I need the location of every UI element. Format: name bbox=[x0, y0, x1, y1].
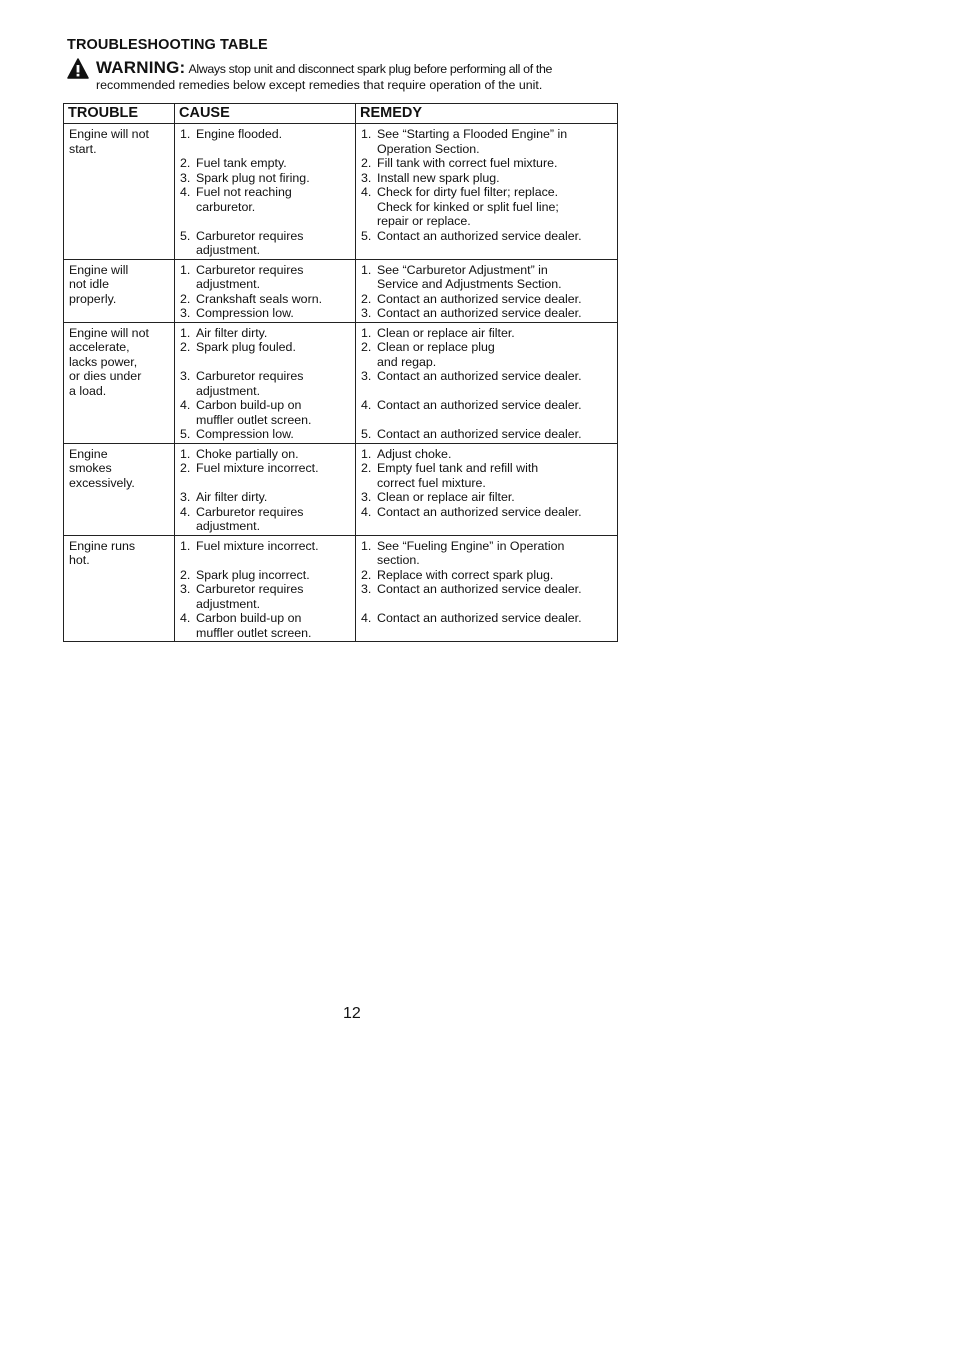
cause-number: 1. bbox=[180, 446, 191, 461]
cause-item bbox=[180, 185, 351, 214]
trouble-text: hot. bbox=[69, 553, 90, 567]
cause-item bbox=[180, 490, 351, 505]
cause-line: Carburetor requires bbox=[196, 262, 304, 277]
remedy-item bbox=[361, 156, 613, 171]
cause-line: Compression low. bbox=[196, 306, 294, 320]
cause-item bbox=[180, 427, 351, 442]
cause-number: 2. bbox=[180, 291, 191, 306]
cause-cell bbox=[175, 124, 356, 260]
remedy-text bbox=[377, 447, 451, 462]
table-row bbox=[64, 443, 618, 535]
table-header-row bbox=[64, 104, 618, 124]
remedy-number: 1. bbox=[361, 446, 372, 461]
trouble-cell bbox=[64, 535, 175, 642]
cause-item bbox=[180, 229, 351, 258]
remedy-item bbox=[361, 447, 613, 462]
remedy-number: 1. bbox=[361, 325, 372, 340]
warning-triangle-icon bbox=[67, 58, 89, 80]
cause-text bbox=[196, 461, 319, 476]
cause-item bbox=[180, 171, 351, 186]
cause-line: Fuel mixture incorrect. bbox=[196, 538, 319, 553]
cause-text bbox=[196, 127, 282, 142]
cause-line: adjustment. bbox=[196, 277, 261, 291]
remedy-number bbox=[361, 597, 377, 612]
trouble-text: properly. bbox=[69, 291, 117, 306]
table-row bbox=[64, 535, 618, 642]
cause-item bbox=[180, 398, 351, 427]
remedy-item bbox=[361, 568, 613, 583]
remedy-number: 1. bbox=[361, 127, 372, 141]
cause-text bbox=[196, 326, 267, 341]
remedy-text bbox=[377, 171, 500, 186]
remedy-number: 2. bbox=[361, 340, 372, 354]
warning-text-line2: recommended remedies below except remedies that require operation of the unit. bbox=[96, 78, 543, 92]
remedy-text bbox=[377, 490, 515, 505]
cause-item bbox=[180, 127, 351, 142]
trouble-text: smokes bbox=[69, 461, 112, 475]
cause-item bbox=[180, 582, 351, 611]
trouble-text: or dies under bbox=[69, 369, 142, 383]
cause-line: Engine flooded. bbox=[196, 127, 283, 141]
warning-body-1: Always stop unit and disconnect spark plug before performing all of the bbox=[188, 62, 553, 76]
cause-cell bbox=[175, 535, 356, 642]
cause-line: Carburetor requires bbox=[196, 228, 304, 243]
remedy-line: Clean or replace air filter. bbox=[377, 490, 515, 504]
remedy-number: 1. bbox=[361, 262, 372, 277]
remedy-line: section. bbox=[377, 553, 420, 567]
cause-item bbox=[180, 568, 351, 583]
remedy-line: Contact an authorized service dealer. bbox=[377, 398, 582, 412]
remedy-text bbox=[377, 292, 582, 307]
remedy-text bbox=[377, 539, 564, 568]
trouble-text: Engine bbox=[69, 446, 108, 461]
cause-cell bbox=[175, 259, 356, 322]
remedy-line: Fill tank with correct fuel mixture. bbox=[377, 156, 558, 170]
remedy-number: 4. bbox=[361, 504, 372, 519]
cause-number: 2. bbox=[180, 156, 191, 170]
remedy-line: Check for kinked or split fuel line; bbox=[377, 199, 559, 214]
cause-number: 2. bbox=[180, 340, 191, 354]
remedy-text bbox=[377, 398, 582, 413]
cause-line: Crankshaft seals worn. bbox=[196, 291, 323, 306]
cause-number: 4. bbox=[180, 611, 191, 625]
remedy-item bbox=[361, 340, 613, 369]
cause-line: Carburetor requires bbox=[196, 369, 304, 383]
cause-line: muffler outlet screen. bbox=[196, 412, 312, 427]
cause-item bbox=[180, 369, 351, 398]
cause-number: 1. bbox=[180, 325, 191, 340]
trouble-text: Engine will bbox=[69, 262, 129, 277]
remedy-line: and regap. bbox=[377, 354, 437, 369]
trouble-text: excessively. bbox=[69, 475, 135, 490]
cause-line: Fuel tank empty. bbox=[196, 156, 287, 170]
cause-line: Spark plug fouled. bbox=[196, 340, 296, 354]
trouble-cell bbox=[64, 124, 175, 260]
remedy-cell bbox=[356, 535, 618, 642]
cause-line: Spark plug not firing. bbox=[196, 170, 310, 185]
cause-text bbox=[196, 369, 303, 398]
remedy-line: Check for dirty fuel filter; replace. bbox=[377, 185, 559, 199]
remedy-text bbox=[377, 306, 582, 321]
trouble-text: Engine runs bbox=[69, 538, 136, 553]
remedy-item bbox=[361, 490, 613, 505]
cause-line: Carburetor requires bbox=[196, 504, 304, 519]
cause-number: 1. bbox=[180, 538, 191, 553]
remedy-line: Contact an authorized service dealer. bbox=[377, 582, 582, 596]
remedy-text bbox=[377, 185, 559, 229]
remedy-line: See “Starting a Flooded Engine” in bbox=[377, 127, 568, 141]
cause-item bbox=[180, 263, 351, 292]
cause-item bbox=[180, 461, 351, 476]
cause-number: 4. bbox=[180, 398, 191, 412]
trouble-cell bbox=[64, 443, 175, 535]
remedy-item bbox=[361, 229, 613, 244]
remedy-number: 3. bbox=[361, 490, 372, 504]
remedy-item bbox=[361, 326, 613, 341]
cause-text bbox=[196, 292, 322, 307]
trouble-text: start. bbox=[69, 141, 97, 156]
warning-label: WARNING: bbox=[96, 58, 186, 77]
remedy-item bbox=[361, 597, 613, 612]
cause-text bbox=[196, 447, 299, 462]
cause-line: adjustment. bbox=[196, 383, 261, 398]
remedy-item bbox=[361, 427, 613, 442]
table-row bbox=[64, 322, 618, 443]
cause-line: carburetor. bbox=[196, 199, 256, 214]
remedy-line: See “Carburetor Adjustment” in bbox=[377, 262, 548, 277]
cause-text bbox=[196, 398, 311, 427]
cause-number: 3. bbox=[180, 170, 191, 185]
trouble-text: Engine will not bbox=[69, 127, 149, 141]
cause-line: adjustment. bbox=[196, 243, 261, 257]
cause-number bbox=[180, 355, 196, 370]
cause-text bbox=[196, 611, 311, 640]
cause-number bbox=[180, 553, 196, 568]
remedy-text bbox=[377, 340, 495, 369]
troubleshooting-table bbox=[63, 103, 618, 642]
remedy-item bbox=[361, 171, 613, 186]
cause-text bbox=[196, 306, 294, 321]
cause-line: adjustment. bbox=[196, 519, 261, 533]
remedy-item bbox=[361, 127, 613, 156]
remedy-item bbox=[361, 263, 613, 292]
cause-text bbox=[196, 568, 310, 583]
cause-item bbox=[180, 553, 351, 568]
remedy-text bbox=[377, 369, 582, 384]
cause-item bbox=[180, 476, 351, 491]
cause-line: Carbon build-up on bbox=[196, 398, 302, 412]
cause-line: Fuel not reaching bbox=[196, 185, 292, 199]
trouble-cell bbox=[64, 322, 175, 443]
cause-text bbox=[196, 340, 296, 355]
remedy-text bbox=[377, 461, 538, 490]
remedy-line: correct fuel mixture. bbox=[377, 475, 486, 490]
cause-number: 4. bbox=[180, 504, 191, 519]
cause-cell bbox=[175, 322, 356, 443]
remedy-cell bbox=[356, 322, 618, 443]
cause-number: 4. bbox=[180, 185, 191, 199]
page-number: 12 bbox=[343, 1005, 361, 1022]
header-trouble: TROUBLE bbox=[64, 104, 175, 124]
trouble-cell bbox=[64, 259, 175, 322]
remedy-number: 2. bbox=[361, 156, 372, 170]
remedy-line: Contact an authorized service dealer. bbox=[377, 611, 582, 625]
cause-item bbox=[180, 214, 351, 229]
cause-item bbox=[180, 340, 351, 355]
remedy-number: 5. bbox=[361, 228, 372, 243]
remedy-number: 2. bbox=[361, 567, 372, 582]
remedy-text bbox=[377, 427, 582, 442]
remedy-line: Install new spark plug. bbox=[377, 170, 500, 185]
page-title: TROUBLESHOOTING TABLE bbox=[67, 37, 268, 53]
remedy-item bbox=[361, 461, 613, 490]
cause-text bbox=[196, 490, 267, 505]
remedy-text bbox=[377, 326, 515, 341]
cause-line: Spark plug incorrect. bbox=[196, 567, 310, 582]
remedy-item bbox=[361, 384, 613, 399]
cause-text bbox=[196, 229, 303, 258]
cause-cell bbox=[175, 443, 356, 535]
remedy-text bbox=[377, 611, 582, 626]
cause-number: 1. bbox=[180, 127, 191, 141]
cause-line: Carbon build-up on bbox=[196, 611, 302, 625]
remedy-cell bbox=[356, 124, 618, 260]
cause-number bbox=[180, 142, 196, 157]
remedy-item bbox=[361, 539, 613, 568]
trouble-text: Engine will not bbox=[69, 325, 149, 340]
trouble-text: not idle bbox=[69, 277, 109, 291]
cause-number: 2. bbox=[180, 567, 191, 582]
remedy-line: Contact an authorized service dealer. bbox=[377, 291, 582, 306]
cause-text bbox=[196, 427, 294, 442]
cause-item bbox=[180, 326, 351, 341]
remedy-line: Clean or replace air filter. bbox=[377, 325, 515, 340]
cause-line: muffler outlet screen. bbox=[196, 625, 312, 640]
remedy-item bbox=[361, 505, 613, 520]
cause-text bbox=[196, 263, 303, 292]
remedy-line: Clean or replace plug bbox=[377, 340, 495, 354]
remedy-text bbox=[377, 127, 567, 156]
remedy-text bbox=[377, 568, 553, 583]
table-row bbox=[64, 259, 618, 322]
cause-text bbox=[196, 505, 303, 534]
remedy-item bbox=[361, 413, 613, 428]
cause-line: Compression low. bbox=[196, 427, 294, 441]
remedy-item bbox=[361, 292, 613, 307]
remedy-number: 3. bbox=[361, 306, 372, 320]
cause-item bbox=[180, 156, 351, 171]
cause-line: adjustment. bbox=[196, 596, 261, 611]
remedy-text bbox=[377, 505, 582, 520]
trouble-text: accelerate, bbox=[69, 340, 130, 354]
remedy-line: See “Fueling Engine” in Operation bbox=[377, 538, 565, 553]
cause-line: Choke partially on. bbox=[196, 446, 299, 461]
cause-number: 3. bbox=[180, 306, 191, 320]
remedy-cell bbox=[356, 443, 618, 535]
cause-item bbox=[180, 505, 351, 534]
cause-number: 1. bbox=[180, 262, 191, 277]
cause-number bbox=[180, 214, 196, 229]
cause-text bbox=[196, 539, 319, 554]
remedy-line: Service and Adjustments Section. bbox=[377, 277, 562, 291]
header-remedy: REMEDY bbox=[356, 104, 618, 124]
trouble-text: lacks power, bbox=[69, 354, 138, 369]
remedy-number: 3. bbox=[361, 170, 372, 185]
remedy-line: Operation Section. bbox=[377, 141, 480, 156]
cause-line: Carburetor requires bbox=[196, 582, 304, 596]
remedy-cell bbox=[356, 259, 618, 322]
table-row bbox=[64, 124, 618, 260]
cause-item bbox=[180, 611, 351, 640]
remedy-number: 5. bbox=[361, 427, 372, 441]
cause-item bbox=[180, 306, 351, 321]
cause-number: 5. bbox=[180, 427, 191, 441]
cause-number bbox=[180, 476, 196, 491]
remedy-line: repair or replace. bbox=[377, 214, 471, 228]
remedy-line: Replace with correct spark plug. bbox=[377, 567, 554, 582]
cause-item bbox=[180, 355, 351, 370]
remedy-text bbox=[377, 156, 557, 171]
remedy-item bbox=[361, 582, 613, 597]
remedy-line: Contact an authorized service dealer. bbox=[377, 504, 582, 519]
cause-text bbox=[196, 185, 292, 214]
cause-text bbox=[196, 582, 303, 611]
cause-text bbox=[196, 156, 287, 171]
cause-number: 3. bbox=[180, 490, 191, 504]
remedy-text bbox=[377, 582, 582, 597]
remedy-number: 4. bbox=[361, 398, 372, 412]
remedy-number: 4. bbox=[361, 611, 372, 625]
remedy-item bbox=[361, 185, 613, 229]
cause-number: 5. bbox=[180, 228, 191, 243]
remedy-line: Contact an authorized service dealer. bbox=[377, 228, 582, 243]
remedy-line: Contact an authorized service dealer. bbox=[377, 306, 582, 320]
trouble-text: a load. bbox=[69, 383, 107, 398]
remedy-line: Contact an authorized service dealer. bbox=[377, 427, 582, 441]
remedy-text bbox=[377, 229, 582, 244]
remedy-number bbox=[361, 384, 377, 399]
remedy-number bbox=[361, 413, 377, 428]
remedy-item bbox=[361, 369, 613, 384]
remedy-item bbox=[361, 306, 613, 321]
header-cause: CAUSE bbox=[175, 104, 356, 124]
cause-line: Fuel mixture incorrect. bbox=[196, 461, 319, 475]
remedy-text bbox=[377, 263, 562, 292]
remedy-line: Contact an authorized service dealer. bbox=[377, 369, 582, 383]
remedy-number: 2. bbox=[361, 461, 372, 475]
remedy-number: 3. bbox=[361, 582, 372, 596]
warning-text-line1 bbox=[96, 58, 552, 78]
remedy-number: 2. bbox=[361, 291, 372, 306]
cause-number: 2. bbox=[180, 461, 191, 475]
cause-item bbox=[180, 447, 351, 462]
remedy-number: 1. bbox=[361, 538, 372, 553]
cause-item bbox=[180, 142, 351, 157]
cause-line: Air filter dirty. bbox=[196, 490, 268, 504]
cause-text bbox=[196, 171, 310, 186]
cause-number: 3. bbox=[180, 582, 191, 596]
remedy-number: 3. bbox=[361, 369, 372, 383]
cause-item bbox=[180, 292, 351, 307]
remedy-number: 4. bbox=[361, 185, 372, 199]
cause-line: Air filter dirty. bbox=[196, 325, 268, 340]
remedy-item bbox=[361, 398, 613, 413]
remedy-line: Empty fuel tank and refill with bbox=[377, 461, 539, 475]
cause-number: 3. bbox=[180, 369, 191, 383]
remedy-line: Adjust choke. bbox=[377, 446, 452, 461]
cause-item bbox=[180, 539, 351, 554]
remedy-item bbox=[361, 611, 613, 626]
